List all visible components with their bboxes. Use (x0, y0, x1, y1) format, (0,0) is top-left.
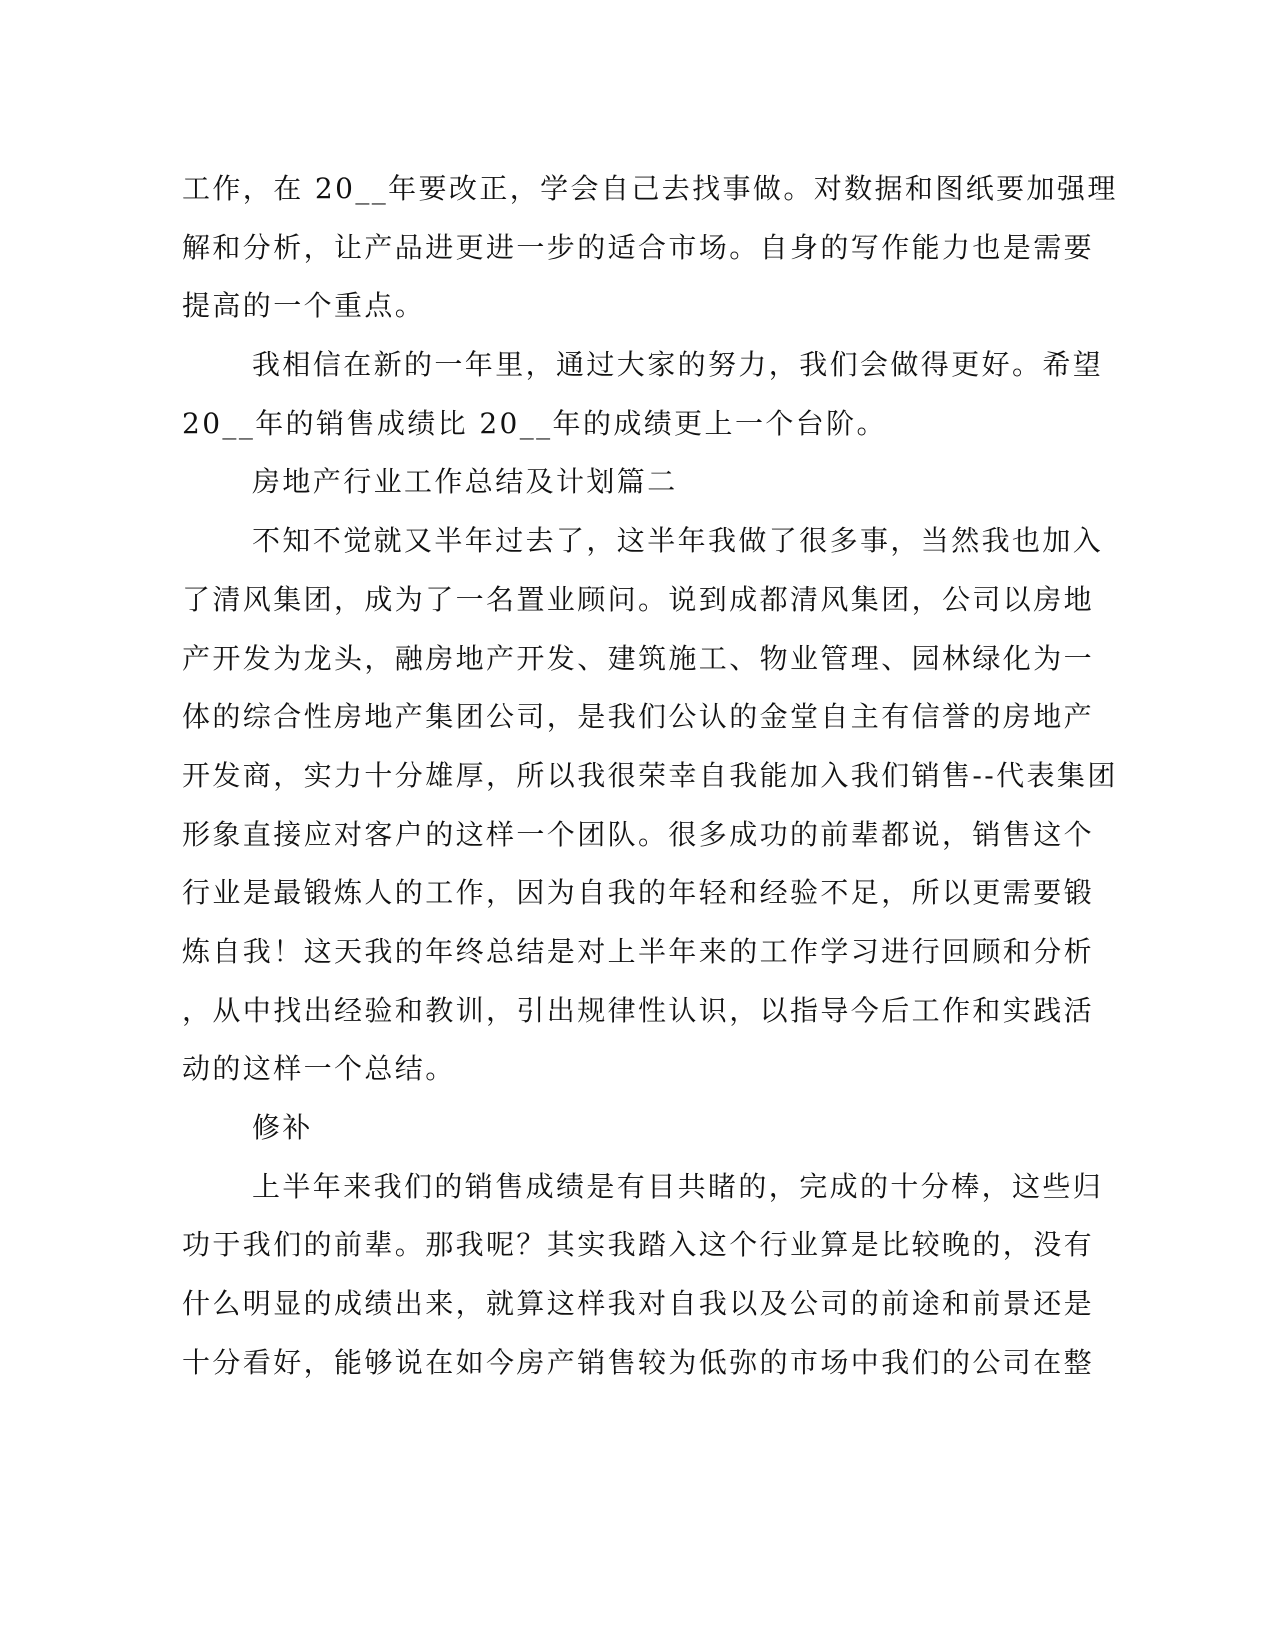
text-line: 提高的一个重点。 (182, 289, 426, 323)
text-line: 了清风集团，成为了一名置业顾问。说到成都清风集团，公司以房地 (182, 582, 1095, 616)
text-line: 十分看好，能够说在如今房产销售较为低弥的市场中我们的公司在整 (182, 1345, 1095, 1379)
text-line: 炼自我！这天我的年终总结是对上半年来的工作学习进行回顾和分析 (182, 934, 1095, 968)
text-line: 我相信在新的一年里，通过大家的努力，我们会做得更好。希望 (252, 348, 1104, 382)
text-line: 形象直接应对客户的这样一个团队。很多成功的前辈都说，销售这个 (182, 817, 1095, 851)
section-heading: 房地产行业工作总结及计划篇二 (252, 465, 678, 499)
text-line: 20__年的销售成绩比 20__年的成绩更上一个台阶。 (182, 406, 887, 440)
text-line: 功于我们的前辈。那我呢？其实我踏入这个行业算是比较晚的，没有 (182, 1228, 1095, 1262)
text-line: 解和分析，让产品进更进一步的适合市场。自身的写作能力也是需要 (182, 230, 1095, 264)
text-line: 产开发为龙头，融房地产开发、建筑施工、物业管理、园林绿化为一 (182, 641, 1095, 675)
text-line: 行业是最锻炼人的工作，因为自我的年轻和经验不足，所以更需要锻 (182, 876, 1095, 910)
text-line: 上半年来我们的销售成绩是有目共睹的，完成的十分棒，这些归 (252, 1169, 1104, 1203)
subheading: 修补 (252, 1111, 313, 1144)
text-line: 不知不觉就又半年过去了，这半年我做了很多事，当然我也加入 (252, 524, 1104, 558)
text-line: 开发商，实力十分雄厚，所以我很荣幸自我能加入我们销售--代表集团 (182, 758, 1118, 792)
text-line: 什么明显的成绩出来，就算这样我对自我以及公司的前途和前景还是 (182, 1287, 1095, 1321)
text-line: ，从中找出经验和教训，引出规律性认识，以指导今后工作和实践活 (182, 993, 1095, 1027)
document-body (182, 160, 1118, 1392)
text-line: 工作，在 20__年要改正，学会自己去找事做。对数据和图纸要加强理 (182, 172, 1118, 205)
text-line: 体的综合性房地产集团公司，是我们公认的金堂自主有信誉的房地产 (182, 700, 1095, 734)
text-line: 动的这样一个总结。 (182, 1052, 456, 1086)
